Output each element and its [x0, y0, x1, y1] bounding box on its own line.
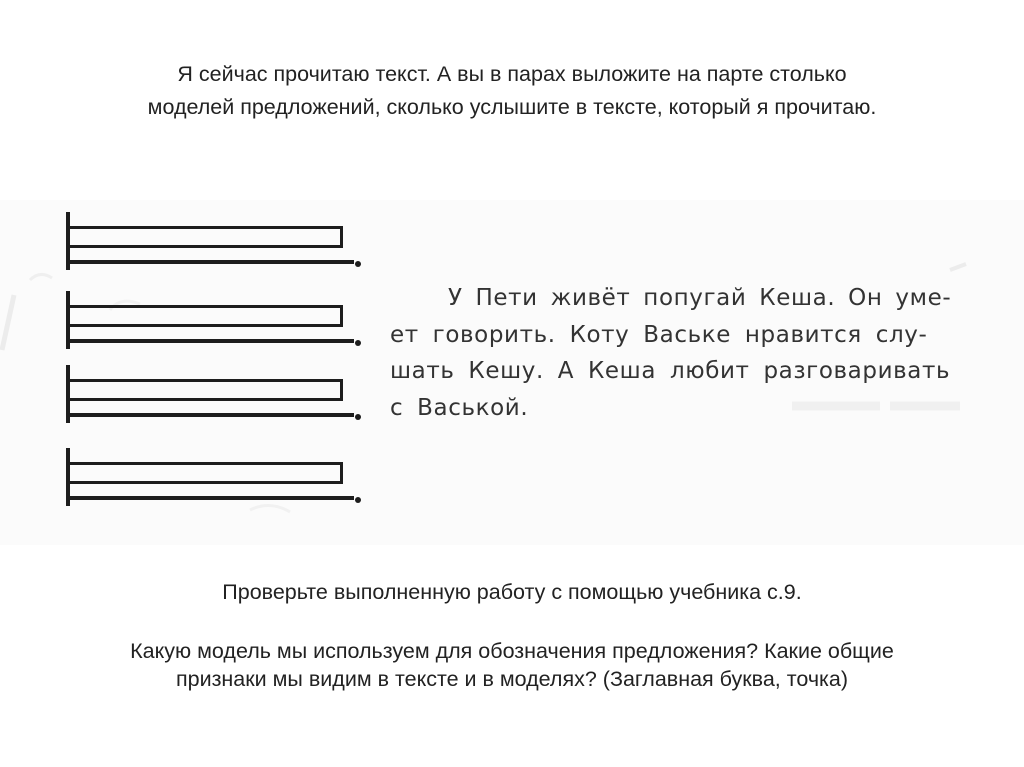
sentence-model-1: [66, 212, 362, 270]
question-line-1: Какую модель мы используем для обозначения предложения? Какие общие: [130, 639, 894, 663]
instruction-line-1: Я сейчас прочитаю текст. А вы в парах выложите на парте столько: [177, 62, 847, 86]
sentence-model-4: [66, 448, 362, 506]
first-word-box: [68, 379, 343, 401]
story-line-4: с Васькой.: [390, 394, 529, 421]
period-dot: [355, 497, 361, 503]
first-word-box: [68, 226, 343, 248]
sentence-model-2: [66, 291, 362, 349]
instruction-line-2: моделей предложений, сколько услышите в тексте, который я прочитаю.: [147, 95, 877, 119]
first-word-box: [68, 462, 343, 484]
instruction-text: [40, 58, 984, 124]
period-dot: [355, 414, 361, 420]
sentence-line: [66, 339, 354, 343]
sentence-model-3: [66, 365, 362, 423]
period-dot: [355, 261, 361, 267]
sentence-line: [66, 496, 354, 500]
sentence-line: [66, 413, 354, 417]
sentence-line: [66, 260, 354, 264]
question-line-2: признаки мы видим в тексте и в моделях? (Заглавная буква, точка): [175, 667, 849, 691]
story-text: [390, 280, 970, 426]
story-line-3: шать Кешу. А Кеша любит разговаривать: [390, 358, 951, 384]
period-dot: [355, 340, 361, 346]
story-line-2: ет говорить. Коту Ваське нравится слу-: [390, 321, 928, 348]
question-text: [40, 637, 984, 693]
first-word-box: [68, 305, 343, 327]
check-instruction: Проверьте выполненную работу с помощью учебника с.9.: [222, 580, 802, 604]
story-line-1: У Пети живёт попугай Кеша. Он уме-: [448, 285, 952, 311]
